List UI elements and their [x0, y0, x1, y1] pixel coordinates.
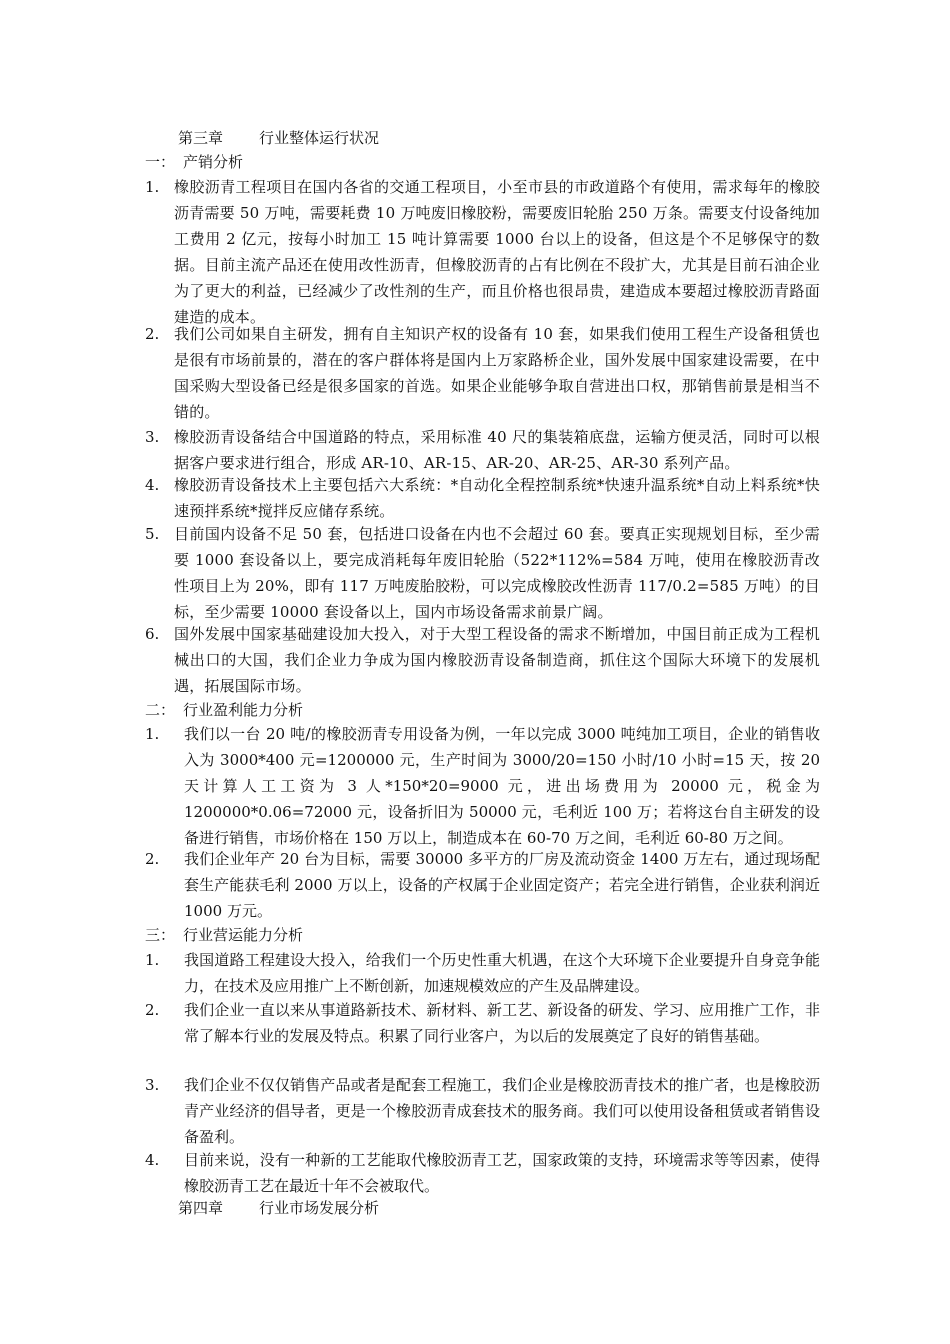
list-item-text: 橡胶沥青设备结合中国道路的特点，采用标准 40 尺的集装箱底盘，运输方便灵活，同时可以根据客户要求进行组合，形成 AR-10、AR-15、AR-20、AR-25、AR-30 系列产品。 [174, 428, 820, 472]
section-heading-3 [145, 923, 303, 947]
list-item-text: 目前国内设备不足 50 套，包括进口设备在内也不会超过 60 套。要真正实现规划目标，至少需要 1000 套设备以上，要完成消耗每年废旧轮胎（522*112%=584 万吨，使用在橡胶沥青改性项目上为 20%，即有 117 万吨废胎胶粉，可以完成橡胶改性沥青 117/0.2=585 万吨）的目标，至少需要 10000 套设备以上，国内市场设备需求前景广阔。 [174, 525, 820, 621]
list-item-text: 我国道路工程建设大投入，给我们一个历史性重大机遇，在这个大环境下企业要提升自身竞争能力，在技术及应用推广上不断创新，加速规模效应的产生及品牌建设。 [184, 951, 820, 995]
list-item-number: 3. [145, 428, 160, 446]
chapter-title: 行业整体运行状况 [259, 129, 380, 147]
list-item-number: 2. [145, 1001, 160, 1019]
section-number: 一： [145, 153, 176, 171]
chapter-3-heading [178, 126, 379, 150]
list-item [145, 1147, 820, 1199]
list-item [145, 424, 820, 476]
list-item-number: 2. [145, 325, 160, 343]
section-title: 行业营运能力分析 [183, 926, 304, 944]
list-item-text: 我们以一台 20 吨/的橡胶沥青专用设备为例，一年以完成 3000 吨纯加工项目，企业的销售收入为 3000*400 元=1200000 元，生产时间为 3000/20=150 小时/10 小时=15 天，按 20 天计算人工工资为 3 人*150*20=9000 元，进出场费用为 20000 元，税金为 1200000*0.06=72000 元，设备折旧为 50000 元，毛利近 100 万；若将这台自主研发的设备进行销售，市场价格在 150 万以上，制造成本在 60-70 万之间，毛利近 60-80 万之间。 [184, 725, 820, 847]
list-item [145, 472, 820, 524]
list-item [145, 721, 820, 851]
list-item-text: 橡胶沥青设备技术上主要包括六大系统：*自动化全程控制系统*快速升温系统*自动上料系统*快速预拌系统*搅拌反应储存系统。 [174, 476, 820, 520]
section-heading-1 [145, 150, 243, 174]
list-item-number: 4. [145, 1151, 160, 1169]
list-item [145, 174, 820, 330]
chapter-4-heading [178, 1196, 379, 1220]
list-item [145, 947, 820, 999]
list-item-text: 目前来说，没有一种新的工艺能取代橡胶沥青工艺，国家政策的支持，环境需求等等因素，使得橡胶沥青工艺在最近十年不会被取代。 [184, 1151, 820, 1195]
list-item [145, 997, 820, 1049]
list-item-text: 我们公司如果自主研发，拥有自主知识产权的设备有 10 套，如果我们使用工程生产设备租赁也是很有市场前景的，潜在的客户群体将是国内上万家路桥企业，国外发展中国家建设需要，在中国采购大型设备已经是很多国家的首选。如果企业能够争取自营进出口权，那销售前景是相当不错的。 [174, 325, 820, 421]
section-title: 行业盈利能力分析 [183, 701, 304, 719]
list-item [145, 521, 820, 625]
list-item-text: 橡胶沥青工程项目在国内各省的交通工程项目，小至市县的市政道路个有使用，需求每年的橡胶沥青需要 50 万吨，需要耗费 10 万吨废旧橡胶粉，需要废旧轮胎 250 万条。需要支付设备纯加工费用 2 亿元，按每小时加工 15 吨计算需要 1000 台以上的设备，但这是个不足够保守的数据。目前主流产品还在使用改性沥青，但橡胶沥青的占有比例在不段扩大，尤其是目前石油企业为了更大的利益，已经减少了改性剂的生产，而且价格也很昂贵，建造成本要超过橡胶沥青路面建造的成本。 [174, 178, 820, 326]
list-item-text: 我们企业一直以来从事道路新技术、新材料、新工艺、新设备的研发、学习、应用推广工作，非常了解本行业的发展及特点。积累了同行业客户，为以后的发展奠定了良好的销售基础。 [184, 1001, 820, 1045]
list-item-number: 2. [145, 850, 160, 868]
list-item [145, 621, 820, 699]
list-item [145, 1072, 820, 1150]
list-item-number: 3. [145, 1076, 160, 1094]
list-item-number: 1. [145, 951, 160, 969]
list-item [145, 846, 820, 924]
list-item-number: 4. [145, 476, 160, 494]
list-item-text: 我们企业不仅仅销售产品或者是配套工程施工，我们企业是橡胶沥青技术的推广者，也是橡胶沥青产业经济的倡导者，更是一个橡胶沥青成套技术的服务商。我们可以使用设备租赁或者销售设备盈利。 [184, 1076, 820, 1146]
section-title: 产销分析 [183, 153, 244, 171]
list-item [145, 321, 820, 425]
chapter-number: 第三章 [178, 129, 224, 147]
chapter-title: 行业市场发展分析 [259, 1199, 380, 1217]
list-item-number: 6. [145, 625, 160, 643]
section-heading-2 [145, 698, 303, 722]
section-number: 二： [145, 701, 176, 719]
list-item-number: 1. [145, 178, 160, 196]
section-number: 三： [145, 926, 176, 944]
list-item-text: 国外发展中国家基础建设加大投入，对于大型工程设备的需求不断增加，中国目前正成为工程机械出口的大国，我们企业力争成为国内橡胶沥青设备制造商，抓住这个国际大环境下的发展机遇，拓展国际市场。 [174, 625, 820, 695]
list-item-text: 我们企业年产 20 台为目标，需要 30000 多平方的厂房及流动资金 1400 万左右，通过现场配套生产能获毛利 2000 万以上，设备的产权属于企业固定资产；若完全进行销售，企业获利润近 1000 万元。 [184, 850, 820, 920]
list-item-number: 1. [145, 725, 160, 743]
list-item-number: 5. [145, 525, 160, 543]
chapter-number: 第四章 [178, 1199, 224, 1217]
